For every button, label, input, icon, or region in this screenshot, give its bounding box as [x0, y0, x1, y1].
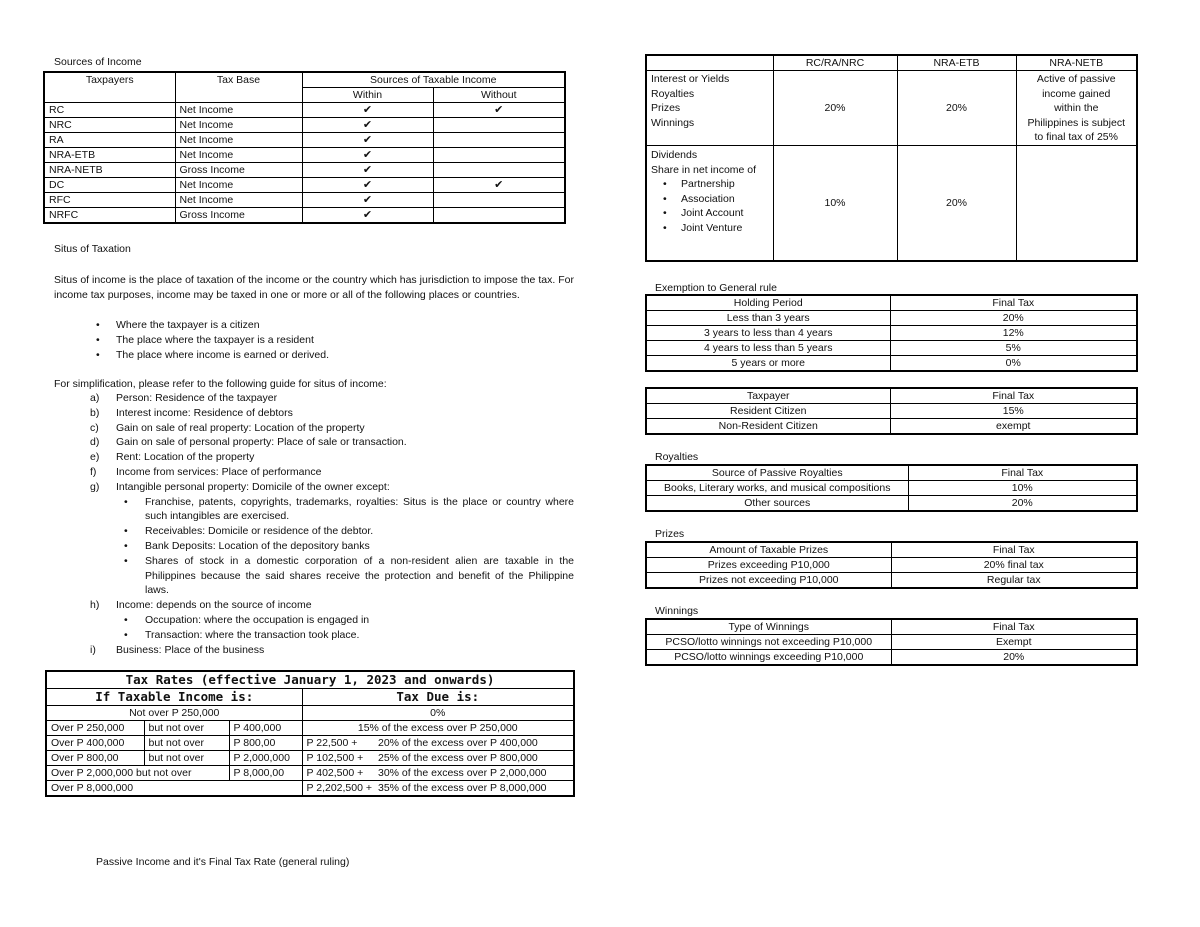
passive-row2-netb	[1016, 145, 1137, 261]
table-row	[46, 766, 574, 781]
bracket-lower: Over P 800,00	[46, 751, 144, 766]
situs-intro: Situs of income is the place of taxation of the income or the country which has jurisdiction to impose the tax. For income tax purposes, income may be taxed in one or more or all of the following places or countries.	[54, 274, 574, 301]
table-row	[46, 751, 574, 766]
taxpayer-cell: RC	[44, 103, 175, 118]
guide-subitem: • Shares of stock in a domestic corporation of a non-resident alien are taxable in the Philippines because the said shares receive the protection and benefit of the Philippine laws.	[116, 554, 574, 598]
guide-item: g) Intangible personal property: Domicile of the owner except: • Franchise, patents, copyrights, trademarks, royalties: Situs is the place or country where such intangibles are exercised. • Receivables: Domicile or residence of the debtor. • Bank Deposits: Location of the depository banks • Shares of stock in a domestic corporation of a non-resident alien are taxable in the Philippines because the said shares receive the protection and benefit of the Philippine laws.	[54, 480, 574, 598]
final-tax-cell: 10%	[908, 481, 1137, 496]
table-row	[44, 208, 565, 224]
footer-note: Passive Income and it's Final Tax Rate (general ruling)	[96, 856, 350, 868]
holding-period-table	[645, 294, 1138, 372]
winnings-header: Type of Winnings	[646, 619, 891, 635]
without-check-cell	[433, 133, 565, 148]
without-check-cell	[433, 148, 565, 163]
guide-subitem: • Bank Deposits: Location of the depository banks	[116, 539, 574, 554]
tax-base-amount: P 22,500 +	[302, 736, 374, 751]
royalties-table	[645, 464, 1138, 512]
label-cell: PCSO/lotto winnings exceeding P10,000	[646, 650, 891, 666]
passive-header-blank	[646, 55, 773, 71]
tax-base-cell: Gross Income	[175, 163, 302, 178]
table-row	[646, 341, 1137, 356]
final-tax-cell: 20% final tax	[891, 558, 1137, 573]
table-row	[46, 781, 574, 797]
table-row	[44, 178, 565, 193]
guide-item: f) Income from services: Place of performance	[90, 465, 322, 478]
without-check-cell	[433, 208, 565, 224]
holding-header: Holding Period	[646, 295, 890, 311]
passive-header-rc: RC/RA/NRC	[773, 55, 897, 71]
final-tax-cell: 20%	[890, 311, 1137, 326]
tax-rate-text: 25% of the excess over P 800,000	[374, 751, 574, 766]
table-row	[44, 118, 565, 133]
within-check-cell: ✔	[302, 163, 433, 178]
guide-intro: For simplification, please refer to the following guide for situs of income:	[54, 378, 387, 390]
header-without: Without	[433, 88, 565, 103]
bracket-mid: but not over	[144, 721, 229, 736]
final-tax-cell: Exempt	[891, 635, 1137, 650]
bracket-lower: Over P 250,000	[46, 721, 144, 736]
table-row	[46, 721, 574, 736]
tax-base-cell: Net Income	[175, 103, 302, 118]
table-row	[46, 736, 574, 751]
tax-base-cell: Net Income	[175, 193, 302, 208]
passive-income-table	[645, 54, 1138, 262]
label-cell: 4 years to less than 5 years	[646, 341, 890, 356]
within-check-cell: ✔	[302, 148, 433, 163]
tax-base-cell: Net Income	[175, 118, 302, 133]
table-row	[44, 103, 565, 118]
table-row	[646, 635, 1137, 650]
table-row	[646, 573, 1137, 589]
guide-subitem: • Occupation: where the occupation is engaged in	[116, 613, 574, 628]
tax-base-cell: Net Income	[175, 148, 302, 163]
situs-bullets	[54, 318, 574, 362]
passive-row2-items: Dividends Share in net income of • Partnership • Association • Joint Account • Joint Venture	[646, 145, 773, 261]
table-row	[646, 404, 1137, 419]
taxpayer-cell: RA	[44, 133, 175, 148]
situs-title: Situs of Taxation	[54, 243, 131, 255]
guide-item: e) Rent: Location of the property	[90, 451, 255, 464]
tax-rate-text: 35% of the excess over P 8,000,000	[374, 781, 574, 797]
passive-row1-rc: 20%	[773, 71, 897, 146]
label-cell: PCSO/lotto winnings not exceeding P10,000	[646, 635, 891, 650]
passive-header-etb: NRA-ETB	[897, 55, 1016, 71]
prizes-header: Amount of Taxable Prizes	[646, 542, 891, 558]
without-check-cell: ✔	[433, 178, 565, 193]
within-check-cell: ✔	[302, 178, 433, 193]
label-cell: Less than 3 years	[646, 311, 890, 326]
winnings-table	[645, 618, 1138, 666]
table-row	[44, 163, 565, 178]
taxpayer-cell: NRA-NETB	[44, 163, 175, 178]
tax-rates-title: Tax Rates (effective January 1, 2023 and onwards)	[46, 671, 574, 689]
final-tax-cell: 12%	[890, 326, 1137, 341]
final-tax-cell: Regular tax	[891, 573, 1137, 589]
within-check-cell: ✔	[302, 193, 433, 208]
tax-rate-text: 30% of the excess over P 2,000,000	[374, 766, 574, 781]
table-row	[44, 133, 565, 148]
final-tax-cell: 15%	[890, 404, 1137, 419]
bracket-upper: P 8,000,00	[229, 766, 302, 781]
sources-title: Sources of Income	[54, 56, 142, 68]
tax-base-amount: P 402,500 +	[302, 766, 374, 781]
final-tax-cell: 20%	[891, 650, 1137, 666]
prizes-title: Prizes	[655, 528, 685, 540]
tax-base-cell: Net Income	[175, 133, 302, 148]
label-cell: Other sources	[646, 496, 908, 512]
passive-row2-rc: 10%	[773, 145, 897, 261]
table-row	[646, 496, 1137, 512]
final-tax-cell: 0%	[890, 356, 1137, 372]
bracket-upper: P 400,000	[229, 721, 302, 736]
tax-rates-col1: If Taxable Income is:	[46, 689, 302, 706]
situs-guide	[54, 391, 574, 657]
situs-bullet: • The place where the taxpayer is a resident	[54, 333, 574, 348]
citizen-table	[645, 387, 1138, 435]
label-cell: Non-Resident Citizen	[646, 419, 890, 435]
within-check-cell: ✔	[302, 118, 433, 133]
bracket-lower: Over P 8,000,000	[46, 781, 302, 797]
guide-subitem: • Franchise, patents, copyrights, trademarks, royalties: Situs is the place or country where such intangibles are exercised.	[116, 495, 574, 525]
guide-subitem: • Receivables: Domicile or residence of the debtor.	[116, 524, 574, 539]
label-cell: Prizes not exceeding P10,000	[646, 573, 891, 589]
taxpayer-cell: NRFC	[44, 208, 175, 224]
citizen-header: Taxpayer	[646, 388, 890, 404]
header-within: Within	[302, 88, 433, 103]
tax-rate-text: 15% of the excess over P 250,000	[302, 721, 574, 736]
tax-rates-table	[45, 670, 575, 797]
passive-row1-etb: 20%	[897, 71, 1016, 146]
label-cell: 5 years or more	[646, 356, 890, 372]
guide-subitem: • Transaction: where the transaction took place.	[116, 628, 574, 643]
table-row	[646, 419, 1137, 435]
citizen-header-tax: Final Tax	[890, 388, 1137, 404]
tax-base-cell: Net Income	[175, 178, 302, 193]
situs-bullet: • The place where income is earned or derived.	[54, 348, 574, 363]
taxpayer-cell: DC	[44, 178, 175, 193]
winnings-title: Winnings	[655, 605, 699, 617]
table-row	[646, 326, 1137, 341]
royalties-header-tax: Final Tax	[908, 465, 1137, 481]
guide-item: h) Income: depends on the source of income • Occupation: where the occupation is engaged in • Transaction: where the transaction took place.	[54, 598, 574, 642]
royalties-header: Source of Passive Royalties	[646, 465, 908, 481]
label-cell: Prizes exceeding P10,000	[646, 558, 891, 573]
royalties-title: Royalties	[655, 451, 699, 463]
prizes-header-tax: Final Tax	[891, 542, 1137, 558]
table-row	[44, 193, 565, 208]
taxpayer-cell: NRC	[44, 118, 175, 133]
tax-rates-first-right: 0%	[302, 706, 574, 721]
passive-row1-items: Interest or Yields Royalties Prizes Winnings	[646, 71, 773, 146]
situs-bullet: • Where the taxpayer is a citizen	[54, 318, 574, 333]
guide-item: d) Gain on sale of personal property: Place of sale or transaction.	[90, 436, 407, 449]
bracket-lower: Over P 2,000,000 but not over	[46, 766, 229, 781]
final-tax-cell: exempt	[890, 419, 1137, 435]
passive-row1-netb: Active of passive income gained within the Philippines is subject to final tax of 25%	[1016, 71, 1137, 146]
sources-table	[43, 71, 566, 224]
guide-item: c) Gain on sale of real property: Location of the property	[90, 421, 365, 434]
passive-row2-etb: 20%	[897, 145, 1016, 261]
tax-base-cell: Gross Income	[175, 208, 302, 224]
bracket-upper: P 2,000,000	[229, 751, 302, 766]
table-row	[646, 558, 1137, 573]
within-check-cell: ✔	[302, 103, 433, 118]
winnings-header-tax: Final Tax	[891, 619, 1137, 635]
tax-base-amount: P 102,500 +	[302, 751, 374, 766]
table-row	[44, 148, 565, 163]
guide-item: b) Interest income: Residence of debtors	[90, 406, 293, 419]
without-check-cell	[433, 163, 565, 178]
without-check-cell	[433, 118, 565, 133]
bracket-lower: Over P 400,000	[46, 736, 144, 751]
table-row	[646, 356, 1137, 372]
table-row	[646, 311, 1137, 326]
tax-base-amount: P 2,202,500 +	[302, 781, 374, 797]
guide-item: i) Business: Place of the business	[90, 643, 265, 656]
within-check-cell: ✔	[302, 208, 433, 224]
final-tax-cell: 20%	[908, 496, 1137, 512]
within-check-cell: ✔	[302, 133, 433, 148]
label-cell: 3 years to less than 4 years	[646, 326, 890, 341]
tax-rate-text: 20% of the excess over P 400,000	[374, 736, 574, 751]
prizes-table	[645, 541, 1138, 589]
label-cell: Resident Citizen	[646, 404, 890, 419]
guide-item: a) Person: Residence of the taxpayer	[90, 392, 278, 404]
tax-rates-col2: Tax Due is:	[302, 689, 574, 706]
bracket-mid: but not over	[144, 751, 229, 766]
tax-rates-first-left: Not over P 250,000	[46, 706, 302, 721]
exemption-title: Exemption to General rule	[655, 282, 777, 294]
header-tax-base: Tax Base	[175, 72, 302, 103]
without-check-cell: ✔	[433, 103, 565, 118]
header-taxpayers: Taxpayers	[44, 72, 175, 103]
holding-header-tax: Final Tax	[890, 295, 1137, 311]
bracket-mid: but not over	[144, 736, 229, 751]
label-cell: Books, Literary works, and musical compositions	[646, 481, 908, 496]
passive-header-netb: NRA-NETB	[1016, 55, 1137, 71]
without-check-cell	[433, 193, 565, 208]
table-row	[646, 650, 1137, 666]
taxpayer-cell: NRA-ETB	[44, 148, 175, 163]
header-sources: Sources of Taxable Income	[302, 72, 565, 88]
final-tax-cell: 5%	[890, 341, 1137, 356]
table-row	[646, 481, 1137, 496]
taxpayer-cell: RFC	[44, 193, 175, 208]
bracket-upper: P 800,00	[229, 736, 302, 751]
